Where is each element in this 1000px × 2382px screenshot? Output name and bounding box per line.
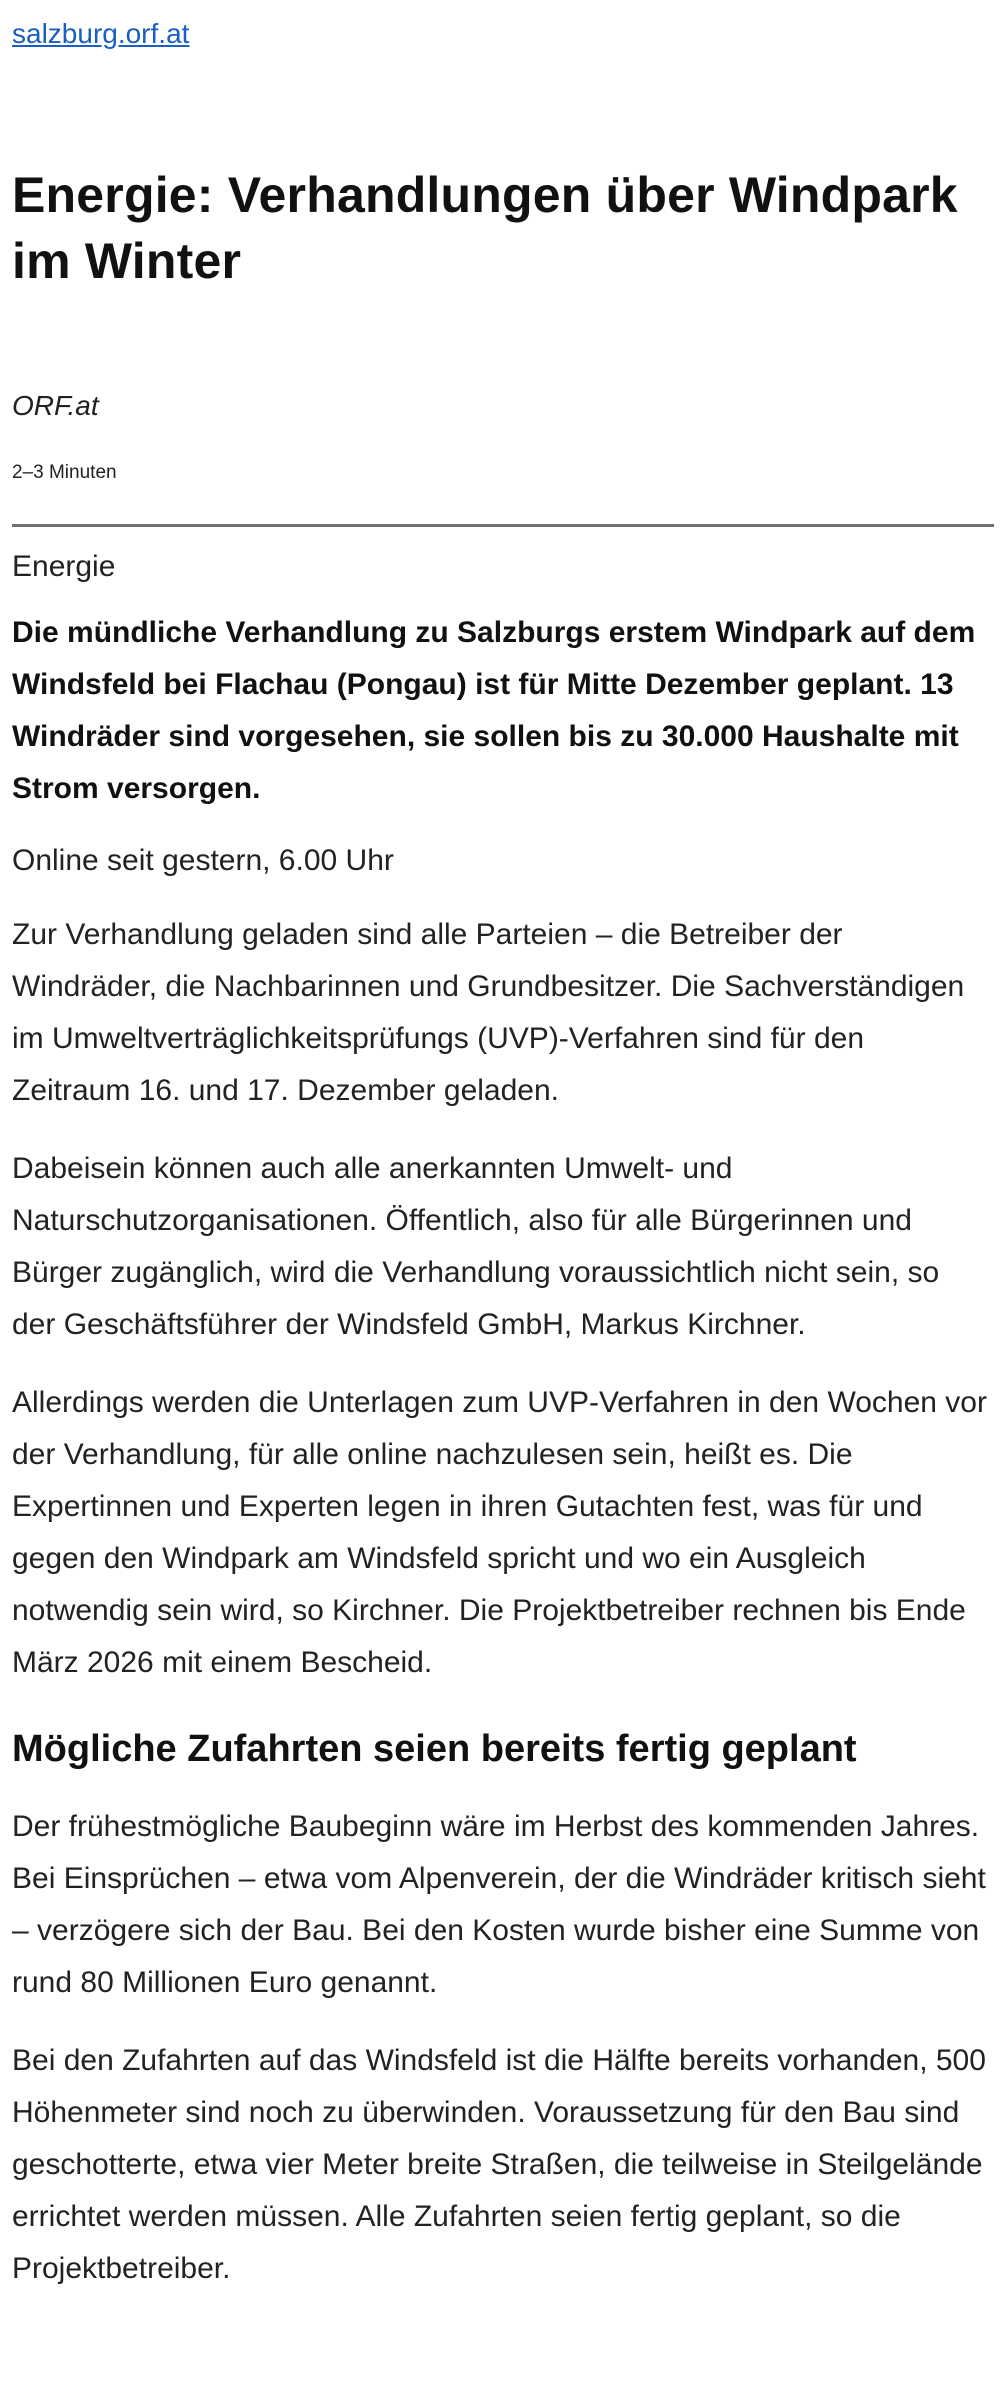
article-byline: ORF.at — [12, 390, 99, 421]
body-paragraph: Bei den Zufahrten auf das Windsfeld ist die Hälfte bereits vorhanden, 500 Höhenmeter sind noch zu überwinden. Voraussetzung für den Bau sind geschotterte, etwa vier Meter breite Straßen, die teilweise in Steilgelände errichtet werden müssen. Alle Zufahrten seien fertig geplant, so die Projektbetreiber. — [12, 2044, 986, 2285]
source-link[interactable]: salzburg.orf.at — [12, 18, 190, 49]
reading-time: 2–3 Minuten — [12, 462, 117, 483]
article-subheading: Mögliche Zufahrten seien bereits fertig geplant — [12, 1728, 857, 1770]
article-title: Energie: Verhandlungen über Windpark im Winter — [12, 167, 958, 289]
article-lead: Die mündliche Verhandlung zu Salzburgs erstem Windpark auf dem Windsfeld bei Flachau (Pongau) ist für Mitte Dezember geplant. 13 Windräder sind vorgesehen, sie sollen bis zu 30.000 Haushalte mit Strom versorgen. — [12, 616, 976, 805]
header-divider — [12, 524, 994, 527]
body-paragraph: Allerdings werden die Unterlagen zum UVP-Verfahren in den Wochen vor der Verhandlung, für alle online nachzulesen sein, heißt es. Die Expertinnen und Experten legen in ihren Gutachten fest, was für und gegen den Windpark am Windsfeld spricht und wo ein Ausgleich notwendig sein wird, so Kirchner. Die Projektbetreiber rechnen bis Ende März 2026 mit einem Bescheid. — [12, 1386, 987, 1679]
body-paragraph: Dabeisein können auch alle anerkannten Umwelt- und Naturschutzorganisationen. Öffentlich, also für alle Bürgerinnen und Bürger zugänglich, wird die Verhandlung voraussichtlich nicht sein, so der Geschäftsführer der Windsfeld GmbH, Markus Kirchner. — [12, 1152, 940, 1341]
article-category: Energie — [12, 550, 116, 583]
body-paragraph: Zur Verhandlung geladen sind alle Parteien – die Betreiber der Windräder, die Nachbarinnen und Grundbesitzer. Die Sachverständigen im Umweltverträglichkeitsprüfungs (UVP)-Verfahren sind für den Zeitraum 16. und 17. Dezember geladen. — [12, 918, 965, 1107]
body-paragraph: Der frühestmögliche Baubeginn wäre im Herbst des kommenden Jahres. Bei Einsprüchen – etwa vom Alpenverein, der die Windräder kritisch sieht – verzögere sich der Bau. Bei den Kosten wurde bisher eine Summe von rund 80 Millionen Euro genannt. — [12, 1810, 986, 1999]
published-timestamp: Online seit gestern, 6.00 Uhr — [12, 844, 394, 877]
